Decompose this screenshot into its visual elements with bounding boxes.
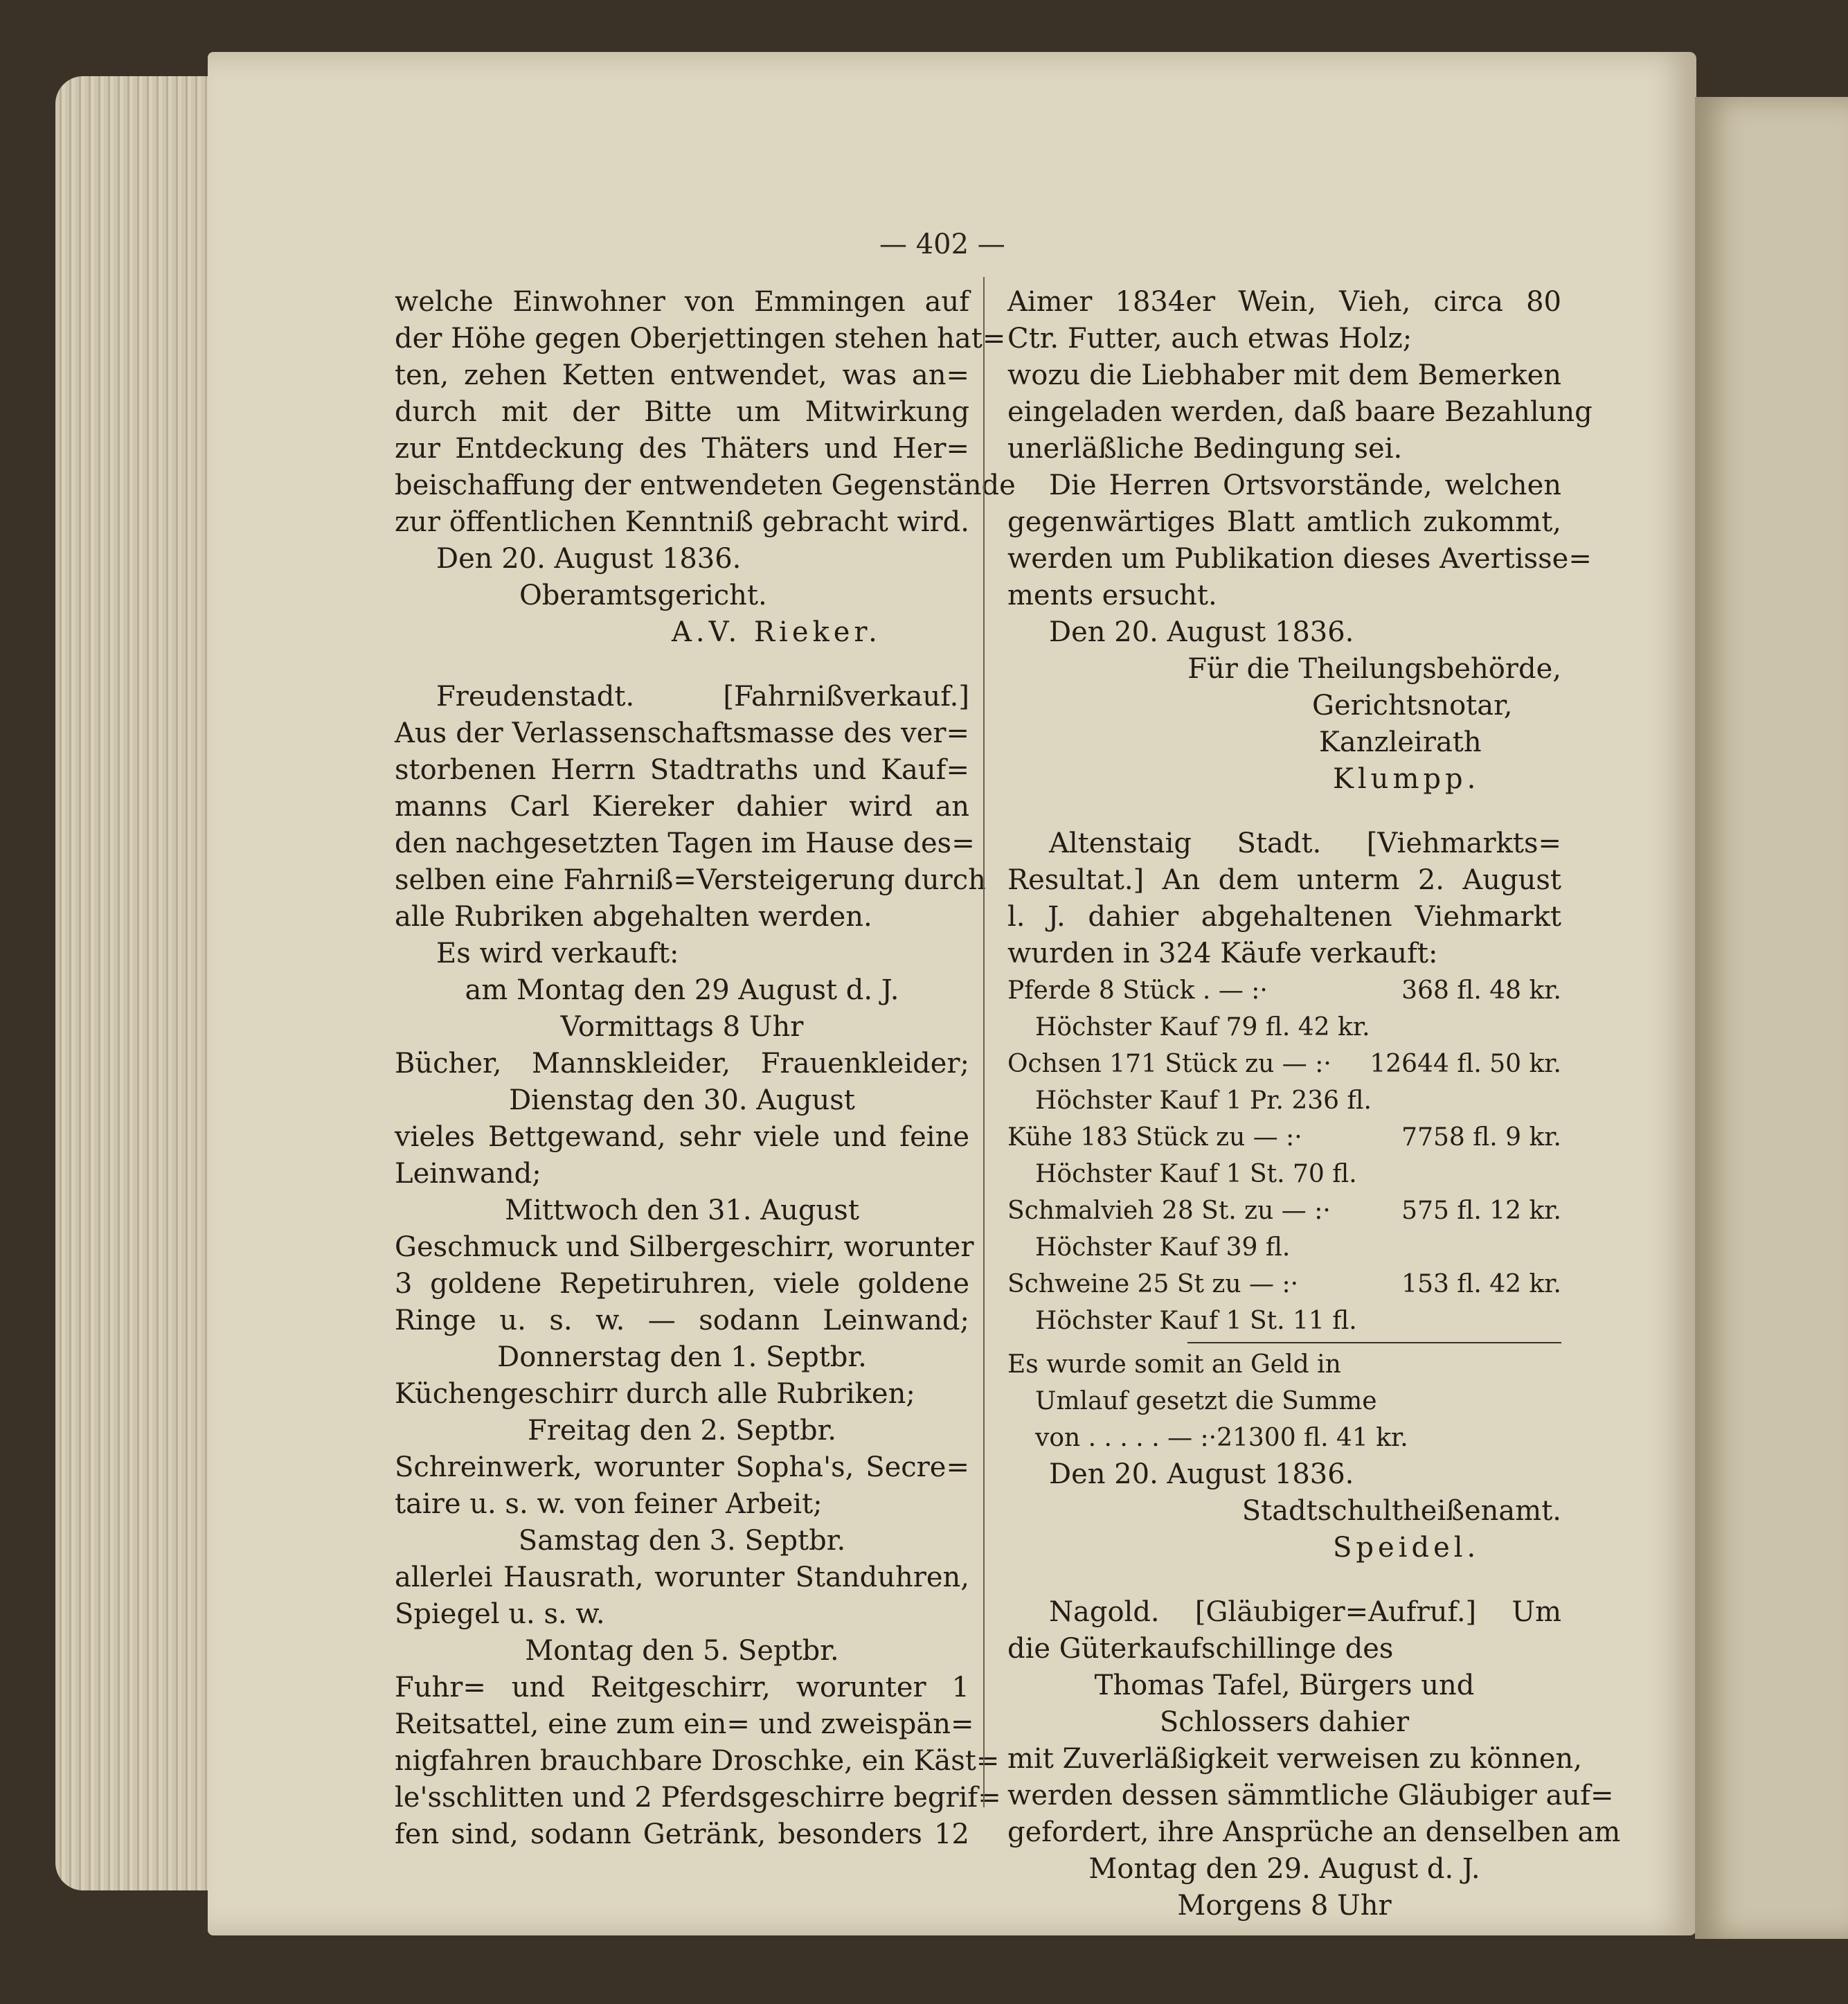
text-line: ments ersucht. (1007, 580, 1217, 611)
sale-day: Donnerstag den 1. Septbr. (497, 1341, 867, 1373)
text-line: Schreinwerk, worunter Sopha's, Secre= (395, 1451, 969, 1483)
table-row: Höchster Kauf 1 St. 11 fl. (1035, 1307, 1357, 1335)
text-line: taire u. s. w. von feiner Arbeit; (395, 1488, 823, 1520)
text-line: Es wird verkauft: (436, 938, 679, 969)
text-line: zur öffentlichen Kenntniß gebracht wird. (395, 506, 969, 538)
text-line: Geschmuck und Silbergeschirr, worunter (395, 1231, 974, 1263)
sale-day: Montag den 29. August d. J. (1088, 1853, 1480, 1885)
text-line: gegenwärtiges Blatt amtlich zukommt, (1007, 506, 1561, 538)
signature-office: Oberamtsgericht. (519, 580, 767, 611)
sale-time: Morgens 8 Uhr (1177, 1890, 1392, 1922)
text-line: Leinwand; (395, 1158, 541, 1190)
text-line: le'sschlitten und 2 Pferdsgeschirre begrif= (395, 1782, 1001, 1814)
text-line: l. J. dahier abgehaltenen Viehmarkt (1007, 901, 1561, 933)
table-row: Höchster Kauf 79 fl. 42 kr. (1035, 1013, 1370, 1041)
left-column (395, 284, 1016, 1853)
text-line: durch mit der Bitte um Mitwirkung (395, 396, 969, 428)
signature-title: Kanzleirath (1319, 726, 1482, 758)
text-line: wozu die Liebhaber mit dem Bemerken (1007, 359, 1561, 391)
right-column (1007, 284, 1621, 1924)
text-line: zur Entdeckung des Thäters und Her= (395, 433, 969, 465)
text-line: werden dessen sämmtliche Gläubiger auf= (1007, 1780, 1614, 1811)
text-line: mit Zuverläßigkeit verweisen zu können, (1007, 1743, 1583, 1775)
text-line: Aimer 1834er Wein, Vieh, circa 80 (1007, 286, 1561, 318)
text-line: beischaffung der entwendeten Gegenstände (395, 469, 1016, 501)
text-line: unerläßliche Bedingung sei. (1007, 433, 1403, 465)
table-row: Pferde 8 Stück . — :· 368 fl. 48 kr. (1007, 976, 1561, 1005)
date-line: Den 20. August 1836. (436, 543, 742, 575)
sale-day: Dienstag den 30. August (509, 1084, 855, 1116)
text-line: Reitsattel, eine zum ein= und zweispän= (395, 1708, 974, 1740)
facing-page-edge (1695, 97, 1848, 1939)
text-line: Ringe u. s. w. — sodann Leinwand; (395, 1305, 969, 1336)
sale-day: Mittwoch den 31. August (505, 1195, 859, 1226)
text-line: vieles Bettgewand, sehr viele und feine (395, 1121, 969, 1153)
table-row: Kühe 183 Stück zu — :· 7758 fl. 9 kr. (1007, 1123, 1561, 1152)
market-table (1007, 972, 1561, 1456)
sum-rule (1187, 1342, 1561, 1343)
sale-day: am Montag den 29 August d. J. (465, 974, 899, 1006)
table-row: Höchster Kauf 39 fl. (1035, 1233, 1291, 1262)
table-row: Höchster Kauf 1 St. 70 fl. (1035, 1160, 1357, 1188)
notice-heading: Nagold. [Gläubiger=Aufruf.] Um (1049, 1596, 1561, 1628)
text-line: Thomas Tafel, Bürgers und (1094, 1670, 1475, 1701)
table-row: Schweine 25 St zu — :· 153 fl. 42 kr. (1007, 1270, 1561, 1298)
date-line: Den 20. August 1836. (1049, 616, 1354, 648)
total-line: Umlauf gesetzt die Summe (1035, 1387, 1377, 1415)
sale-time: Vormittags 8 Uhr (560, 1011, 804, 1043)
text-line: eingeladen werden, daß baare Bezahlung (1007, 396, 1593, 428)
text-line: Die Herren Ortsvorstände, welchen (1049, 469, 1561, 501)
signature-title: Gerichtsnotar, (1312, 690, 1513, 722)
sale-day: Montag den 5. Septbr. (525, 1635, 839, 1667)
signature-office: Stadtschultheißenamt. (1241, 1495, 1561, 1527)
text-line: Schlossers dahier (1159, 1706, 1410, 1738)
signature-name: Klumpp. (1333, 763, 1480, 795)
text-line: Spiegel u. s. w. (395, 1598, 605, 1630)
notice-heading: Altenstaig Stadt. [Viehmarkts= (1049, 827, 1561, 859)
text-line: ten, zehen Ketten entwendet, was an= (395, 359, 969, 391)
text-line: manns Carl Kiereker dahier wird an (395, 791, 969, 823)
text-line: die Güterkaufschillinge des (1007, 1633, 1394, 1665)
text-line: Aus der Verlassenschaftsmasse des ver= (395, 717, 969, 749)
text-line: werden um Publikation dieses Avertisse= (1007, 543, 1592, 575)
column-divider (983, 277, 985, 1807)
text-line: der Höhe gegen Oberjettingen stehen hat= (395, 323, 1006, 355)
table-row: Höchster Kauf 1 Pr. 236 fl. (1035, 1086, 1372, 1115)
text-line: Resultat.] An dem unterm 2. August (1007, 864, 1561, 896)
text-line: wurden in 324 Käufe verkauft: (1007, 938, 1438, 969)
signature-office: Für die Theilungsbehörde, (1187, 653, 1561, 685)
notice-heading: Freudenstadt. [Fahrnißverkauf.] (436, 681, 969, 713)
text-line: Küchengeschirr durch alle Rubriken; (395, 1378, 915, 1410)
text-line: fen sind, sodann Getränk, besonders 12 (395, 1818, 969, 1850)
total-line: von . . . . . — :·21300 fl. 41 kr. (1035, 1424, 1408, 1452)
signature-name: A.V. Rieker. (672, 616, 881, 648)
page-number: — 402 — (879, 229, 1005, 260)
sale-day: Samstag den 3. Septbr. (518, 1525, 846, 1557)
text-line: nigfahren brauchbare Droschke, ein Käst= (395, 1745, 1000, 1777)
text-line: Fuhr= und Reitgeschirr, worunter 1 (395, 1672, 969, 1703)
table-row: Ochsen 171 Stück zu — :· 12644 fl. 50 kr. (1007, 1050, 1561, 1078)
table-row: Schmalvieh 28 St. zu — :· 575 fl. 12 kr. (1007, 1197, 1561, 1225)
text-line: alle Rubriken abgehalten werden. (395, 901, 872, 933)
text-line: 3 goldene Repetiruhren, viele goldene (395, 1268, 969, 1300)
text-line: den nachgesetzten Tagen im Hause des= (395, 827, 975, 859)
signature-name: Speidel. (1333, 1532, 1480, 1564)
text-line: gefordert, ihre Ansprüche an denselben am (1007, 1816, 1621, 1848)
text-line: Ctr. Futter, auch etwas Holz; (1007, 323, 1412, 355)
total-line: Es wurde somit an Geld in (1007, 1350, 1341, 1379)
sale-day: Freitag den 2. Septbr. (527, 1415, 836, 1447)
text-line: welche Einwohner von Emmingen auf (395, 286, 969, 318)
text-line: selben eine Fahrniß=Versteigerung durch (395, 864, 986, 896)
text-line: allerlei Hausrath, worunter Standuhren, (395, 1562, 969, 1593)
text-line: Bücher, Mannskleider, Frauenkleider; (395, 1048, 969, 1080)
date-line: Den 20. August 1836. (1049, 1458, 1354, 1490)
text-line: storbenen Herrn Stadtraths und Kauf= (395, 754, 969, 786)
